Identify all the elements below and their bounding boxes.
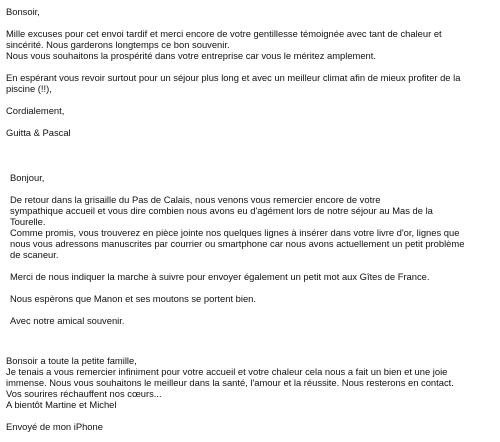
sent-from-footer: Envoyé de mon iPhone <box>6 421 103 432</box>
text-line: Nous espèrons que Manon et ses moutons se portent bien. <box>10 293 256 304</box>
text-line: piscine (!!), <box>6 83 52 94</box>
text-line: Vos sourires réchauffent nos cœurs... <box>6 388 162 399</box>
blank-line <box>6 116 460 127</box>
blank-line <box>6 94 460 105</box>
blank-line <box>6 410 454 421</box>
text-line: De retour dans la grisaille du Pas de Calais, nous venons vous remercier encore de votre <box>10 194 381 205</box>
greeting: Bonsoir, <box>6 6 40 17</box>
text-line: Nous vous souhaitons la prospérité dans votre entreprise car vous le méritez amplement. <box>6 50 376 61</box>
message-pas-de-calais <box>10 172 464 326</box>
text-line: En espérant vous revoir surtout pour un séjour plus long et avec un meilleur climat afin de mieux profiter de la <box>6 72 461 83</box>
text-line: Merci de nous indiquer la marche à suivre pour envoyer également un petit mot aux Gîtes de France. <box>10 271 430 282</box>
blank-line <box>10 282 464 293</box>
closing: Cordialement, <box>6 105 65 116</box>
blank-line <box>10 260 464 271</box>
blank-line <box>10 304 464 315</box>
text-line: sympathique accueil et vous dire combien nous avons eu d'agément lors de notre séjour au Mas de la <box>10 205 433 216</box>
blank-line <box>6 61 460 72</box>
text-line: nous vous adressons manuscrites par courrier ou smartphone car nous avons actuellement un petit problème <box>10 238 465 249</box>
message-martine-michel <box>6 355 454 432</box>
blank-line <box>6 17 460 28</box>
signature: Guitta & Pascal <box>6 127 71 138</box>
greeting: Bonsoir a toute la petite famille, <box>6 355 137 366</box>
closing: Avec notre amical souvenir. <box>10 315 125 326</box>
blank-line <box>10 183 464 194</box>
message-guitta-pascal <box>6 6 460 138</box>
text-line: Tourelle. <box>10 216 46 227</box>
text-line: Mille excuses pour cet envoi tardif et merci encore de votre gentillesse témoignée avec tant de chaleur et <box>6 28 442 39</box>
text-line: sincérité. Nous garderons longtemps ce bon souvenir. <box>6 39 230 50</box>
signature: A bientôt Martine et Michel <box>6 399 117 410</box>
text-line: Comme promis, vous trouverez en pièce jointe nos quelques lignes à insérer dans votre livre d'or, lignes que <box>10 227 460 238</box>
text-line: immense. Nous vous souhaitons le meilleur dans la santé, l'amour et la réussite. Nous resterons en contact. <box>6 377 454 388</box>
text-line: Je tenais a vous remercier infiniment pour votre accueil et votre chaleur cela nous a fait un bien et une joie <box>6 366 448 377</box>
greeting: Bonjour, <box>10 172 45 183</box>
text-line: de scaneur. <box>10 249 59 260</box>
